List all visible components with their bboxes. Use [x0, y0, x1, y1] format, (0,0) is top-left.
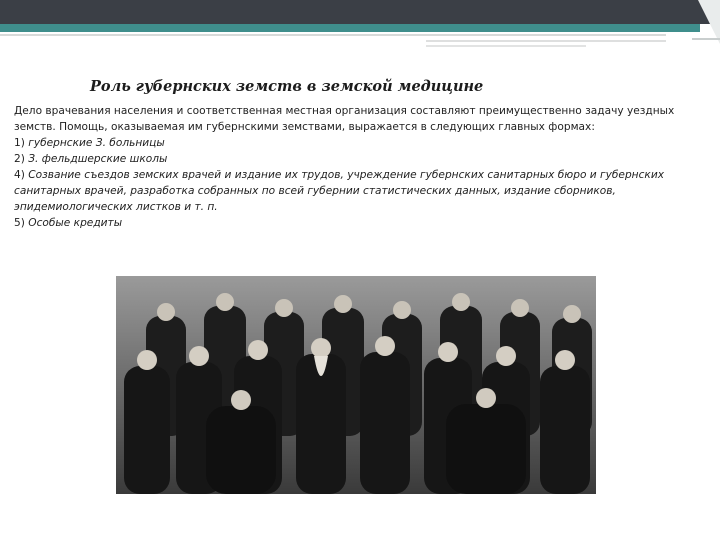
- list-item: [14, 135, 706, 151]
- slide-body: [14, 103, 706, 231]
- item-number: 1): [14, 137, 25, 149]
- item-text: З. фельдшерские школы: [28, 153, 168, 165]
- item-text: губернские З. больницы: [28, 137, 165, 149]
- decorative-line: [692, 38, 720, 40]
- item-number: 4): [14, 169, 25, 181]
- slide-title: Роль губернских земств в земской медицине: [90, 78, 484, 95]
- decorative-line: [426, 40, 666, 42]
- intro-paragraph: Дело врачевания населения и соответственная местная организация составляют преимущественно задачу уездных земств. Помощь, оказываемая им губернскими земствами, выражается в следующих главных формах:: [14, 105, 675, 133]
- decorative-line: [0, 34, 666, 36]
- list-item: [14, 167, 706, 215]
- item-text: Особые кредиты: [28, 217, 123, 229]
- list-item: [14, 215, 706, 231]
- list-item: [14, 151, 706, 167]
- decorative-line: [426, 45, 586, 47]
- item-number: 5): [14, 217, 25, 229]
- item-number: 2): [14, 153, 25, 165]
- header-bar: [0, 0, 720, 24]
- header-accent-bar: [0, 24, 700, 32]
- group-photo: [116, 276, 596, 494]
- item-text: Созвание съездов земских врачей и издание их трудов, учреждение губернских санитарных бюро и губернских санитарных врачей, разработка собранных по всей губернии статистических данных, издание сборников, эпидемиологических листков и т. п.: [14, 169, 664, 213]
- group-photo-icon: [116, 276, 596, 494]
